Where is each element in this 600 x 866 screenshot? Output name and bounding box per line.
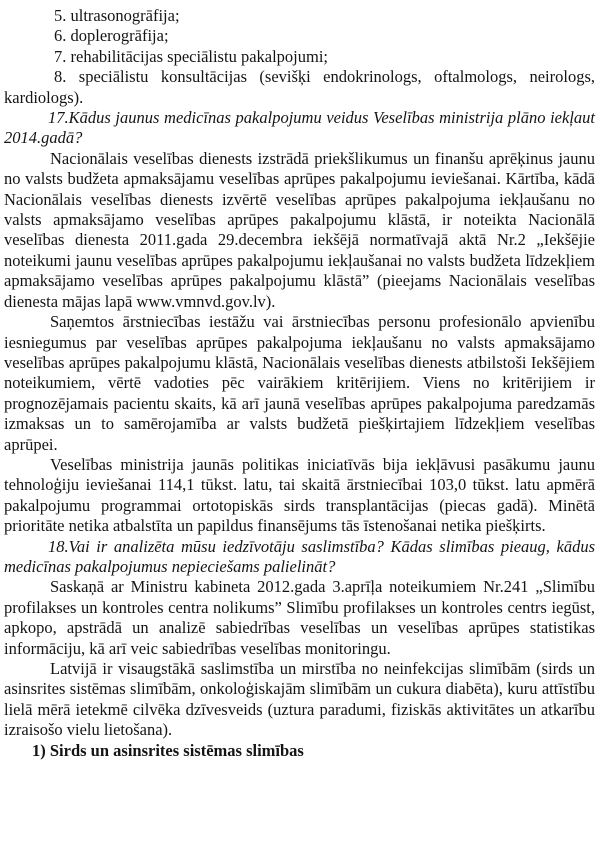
q17-paragraph-2: Saņemtos ārstniecības iestāžu vai ārstniecības personu profesionālo apvienību iesniegumus par veselības aprūpes pakalpojuma iekļaušanu no valsts apmaksājamo veselības aprūpes pakalpojumu klāstā, Nacionālais veselības dienests atbilstoši Iekšējiem noteikumiem, vērtē vadoties pēc vairākiem kritērijiem. Viens no kritērijiem ir prognozējamais pacientu skaits, kā arī jaunā veselības aprūpes pakalpojuma paredzamās izmaksas un to samērojamība ar valsts budžetā piešķirtajiem līdzekļiem veselības aprūpei.	[4, 312, 595, 454]
list-item-8: 8. speciālistu konsultācijas (sevišķi endokrinologs, oftalmologs, neirologs, kardiologs).	[4, 67, 595, 107]
q18-paragraph-2: Latvijā ir visaugstākā saslimstība un mirstība no neinfekcijas slimībām (sirds un asinsrites sistēmas slimībām, onkoloģiskajām slimībām un cukura diabēta), kuru attīstību lielā mērā ietekmē cilvēka dzīvesveids (uztura paradumi, fiziskās aktivitātes un atkarību izraisošo vielu lietošana).	[4, 659, 595, 740]
list-item-6: 6. doplerogrāfija;	[54, 26, 169, 46]
q18-paragraph-1: Saskaņā ar Ministru kabineta 2012.gada 3.aprīļa noteikumiem Nr.241 „Slimību profilakses un kontroles centra nolikums” Slimību profilakses un kontroles centrs iegūst, apkopo, apstrādā un analizē sabiedrības veselības un veselības aprūpes statistikas informāciju, kā arī veic sabiedrības veselības monitoringu.	[4, 577, 595, 658]
numbered-list	[4, 6, 595, 108]
question-18: 18.Vai ir analizēta mūsu iedzīvotāju saslimstība? Kādas slimības pieaug, kādus medicīnas pakalpojumus nepieciešams palielināt?	[4, 536, 595, 576]
list-item-7: 7. rehabilitācijas speciālistu pakalpojumi;	[54, 46, 329, 66]
list-item-5: 5. ultrasonogrāfija;	[54, 6, 180, 25]
question-17: 17.Kādus jaunus medicīnas pakalpojumu veidus Veselības ministrija plāno iekļaut 2014.gadā?	[4, 108, 595, 148]
q17-paragraph-3: Veselības ministrija jaunās politikas iniciatīvās bija iekļāvusi pasākumu jaunu tehnoloģiju ieviešanai 114,1 tūkst. latu, tai skaitā ārstniecībai 103,0 tūkst. latu apmērā pakalpojumu programmai ortotopiskās sirds transplantācijas (piecas gadā). Minētā prioritāte netika atbalstīta un papildus finansējums tās īstenošanai netika piešķirts.	[4, 454, 595, 536]
numbered-heading-1: 1) Sirds un asinsrites sistēmas slimības	[32, 740, 304, 760]
q17-paragraph-1: Nacionālais veselības dienests izstrādā priekšlikumus un finanšu aprēķinus jaunu no valsts budžeta apmaksājamu veselības aprūpes pakalpojumu ieviešanai. Kārtība, kādā Nacionālais veselības dienests izvērtē veselības aprūpes pakalpojuma iekļaušanu no valsts apmaksājamo veselības aprūpes pakalpojumu klāstā, ir noteikta Nacionālā veselības dienesta 2011.gada 29.decembra iekšējā normatīvajā aktā Nr.2 „Iekšējie noteikumi jaunu veselības aprūpes pakalpojumu iekļaušanai no valsts budžeta līdzekļiem apmaksājamo veselības aprūpes pakalpojumu klāstā” (pieejams Nacionālais veselības dienesta mājas lapā www.vmnvd.gov.lv).	[4, 148, 595, 311]
